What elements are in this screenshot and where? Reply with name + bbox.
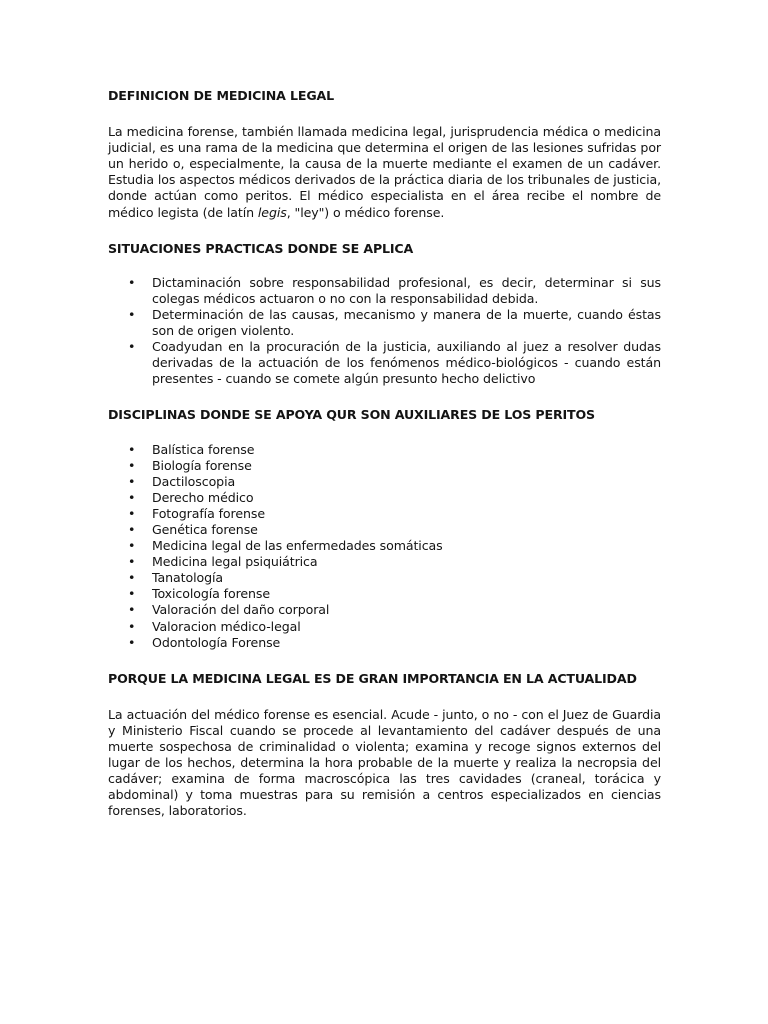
list-item-text: Derecho médico (152, 489, 254, 505)
list-item (108, 506, 661, 522)
list-item-text: Biología forense (152, 457, 252, 473)
list-item (108, 442, 661, 458)
list-item-text: Medicina legal de las enfermedades somáticas (152, 538, 443, 554)
list-item (108, 275, 661, 307)
bullet-icon: • (128, 473, 136, 489)
section-heading-disciplinas: DISCIPLINAS DONDE SE APOYA QUR SON AUXILIARES DE LOS PERITOS (108, 407, 595, 423)
definition-text: La medicina forense, también llamada medicina legal, jurisprudencia médica o medicina judicial, es una rama de la medicina que determina el origen de las lesiones sufridas por un herido o, especialmente, la causa de la muerte mediante el examen de un cadáver. Estudia los aspectos médicos derivados de la práctica diaria de los tribunales de justicia, donde actúan como peritos. El médico especialista en el área recibe el nombre de médico legista (de latín (108, 124, 661, 220)
bullet-icon: • (128, 521, 136, 537)
list-item-text: Fotografía forense (152, 505, 265, 521)
list-item (108, 538, 661, 554)
list-item-text: Genética forense (152, 521, 258, 537)
list-item (108, 635, 661, 651)
section-heading-definicion: DEFINICION DE MEDICINA LEGAL (108, 88, 334, 103)
list-item (108, 339, 661, 387)
list-item-text: Determinación de las causas, mecanismo y manera de la muerte, cuando éstas son de origen violento. (152, 306, 661, 339)
bullet-icon: • (128, 339, 136, 355)
definition-paragraph (108, 124, 661, 221)
list-item-text: Coadyudan en la procuración de la justicia, auxiliando al juez a resolver dudas derivadas de la actuación de los fenómenos médico-biológicos - cuando están presentes - cuando se comete algún presunto hecho delictivo (152, 339, 661, 387)
bullet-icon: • (128, 538, 136, 554)
disciplinas-list (108, 442, 661, 651)
bullet-icon: • (128, 618, 136, 634)
list-item-text: Balística forense (152, 441, 255, 457)
importancia-paragraph: La actuación del médico forense es esencial. Acude - junto, o no - con el Juez de Guardia y Ministerio Fiscal cuando se procede al levantamiento del cadáver después de una muerte sospechosa de criminalidad o violenta; examina y recoge signos externos del lugar de los hechos, determina la hora probable de la muerte y realiza la necropsia del cadáver; examina de forma macroscópica las tres cavidades (craneal, torácica y abdominal) y toma muestras para su remisión a centros especializados en ciencias forenses, laboratorios. (108, 706, 661, 819)
list-item-text: Dictaminación sobre responsabilidad profesional, es decir, determinar si sus colegas médicos actuaron o no con la responsabilidad debida. (152, 274, 661, 306)
list-item (108, 570, 661, 586)
list-item-text: Dactiloscopia (152, 473, 236, 489)
list-item-text: Valoración del daño corporal (152, 602, 330, 618)
bullet-icon: • (128, 441, 136, 457)
list-item (108, 554, 661, 570)
situaciones-list (108, 275, 661, 388)
list-item-text: Valoracion médico-legal (152, 618, 301, 634)
list-item (108, 490, 661, 506)
list-item-text: Odontología Forense (152, 634, 281, 650)
list-item-text: Toxicología forense (152, 586, 271, 602)
document-page (108, 88, 661, 819)
bullet-icon: • (128, 634, 136, 650)
definition-text-end: , "ley") o médico forense. (286, 204, 445, 220)
bullet-icon: • (128, 505, 136, 521)
list-item-text: Tanatología (152, 570, 223, 586)
bullet-icon: • (128, 602, 136, 618)
section-heading-importancia: PORQUE LA MEDICINA LEGAL ES DE GRAN IMPORTANCIA EN LA ACTUALIDAD (108, 670, 637, 686)
bullet-icon: • (128, 570, 136, 586)
bullet-icon: • (128, 274, 136, 290)
list-item (108, 586, 661, 602)
list-item (108, 522, 661, 538)
list-item (108, 458, 661, 474)
list-item (108, 619, 661, 635)
bullet-icon: • (128, 457, 136, 473)
list-item (108, 307, 661, 339)
list-item (108, 474, 661, 490)
section-heading-situaciones: SITUACIONES PRACTICAS DONDE SE APLICA (108, 240, 414, 256)
bullet-icon: • (128, 306, 136, 322)
list-item-text: Medicina legal psiquiátrica (152, 554, 318, 570)
list-item (108, 602, 661, 618)
bullet-icon: • (128, 489, 136, 505)
bullet-icon: • (128, 554, 136, 570)
bullet-icon: • (128, 586, 136, 602)
definition-italic-term: legis (257, 204, 287, 220)
